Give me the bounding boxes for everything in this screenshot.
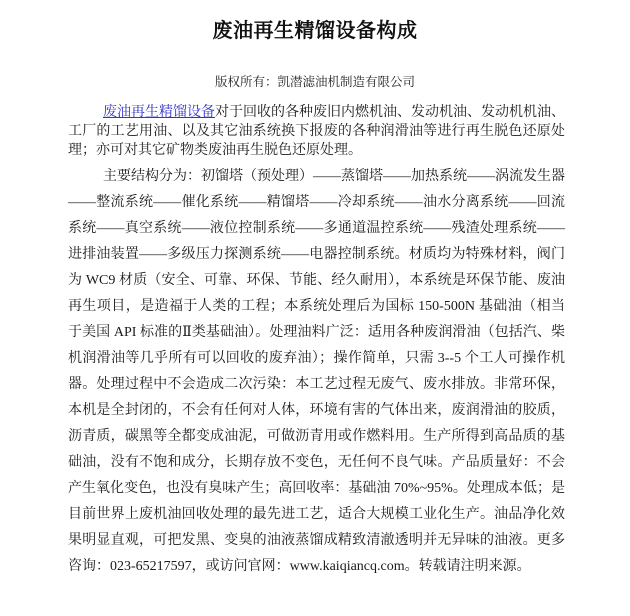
body-paragraph bbox=[68, 164, 565, 580]
waste-oil-equipment-link[interactable]: 废油再生精馏设备 bbox=[103, 105, 215, 120]
website-url: www.kaiqiancq.com bbox=[289, 559, 405, 574]
page-title: 废油再生精馏设备构成 bbox=[212, 20, 418, 42]
intro-paragraph bbox=[68, 103, 565, 160]
body-text-before-url: 主要结构分为：初馏塔（预处理）——蒸馏塔——加热系统——涡流发生器——整流系统——催化系统——精馏塔——冷却系统——油水分离系统——回流系统——真空系统——液位控制系统——多通道温控系统——残渣处理系统——进排油装置——多级压力探测系统——电器控制系统。材质均为特殊材料，阀门为 WC9 材质（安全、可靠、环保、节能、经久耐用），本系统是环保节能、废油再生项目，是造福于人类的工程；本系统处理后为国标 150-500N 基础油（相当于美国 API 标准的Ⅱ类基础油）。处理油料广泛：适用各种废润滑油（包括汽、柴机润滑油等几乎所有可以回收的废弃油）；操作简单，只需 3--5 个工人可操作机器。处理过程中不会造成二次污染：本工艺过程无废气、废水排放。非常环保，本机是全封闭的，不会有任何对人体，环境有害的气体出来，废润滑油的胶质，沥青质，碳黑等全都变成油泥，可做沥青用或作燃料用。生产所得到高品质的基础油，没有不饱和成分，长期存放不变色，无任何不良气味。产品质量好：不会产生氧化变色，也没有臭味产生；高回收率：基础油 70%~95%。处理成本低；是目前世界上废机油回收处理的最先进工艺，适合大规模工业化生产。油品净化效果明显直观，可把发黑、变臭的油液蒸馏成精致清澈透明并无异味的油液。更多咨询：023-65217597，或访问官网： bbox=[68, 169, 565, 574]
intro-text: 对于回收的各种废旧内燃机油、发动机油、发动机机油、工厂的工艺用油、以及其它油系统换下报废的各种润滑油等进行再生脱色还原处理；亦可对其它矿物类废油再生脱色还原处理。 bbox=[68, 105, 565, 158]
body-text-after-url: 。转载请注明来源。 bbox=[404, 559, 531, 574]
copyright-line: 版权所有：凯潜滤油机制造有限公司 bbox=[214, 75, 415, 89]
